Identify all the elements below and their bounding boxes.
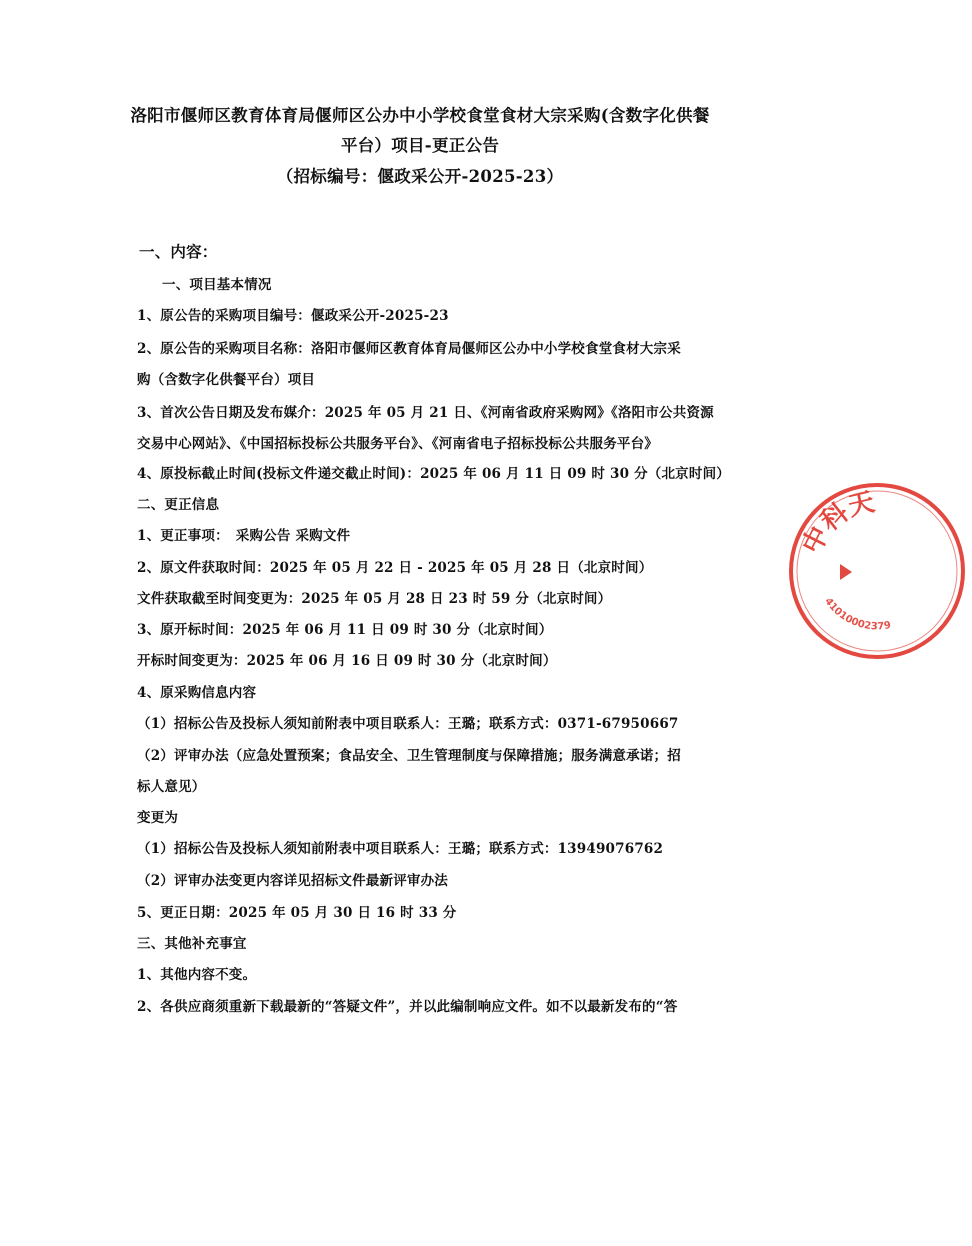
s3-item-1: 1、其他内容不变。 xyxy=(137,967,257,983)
section-3-heading: 三、其他补充事宜 xyxy=(137,936,247,952)
s2-item-4-point-2-line-a: （2）评审办法（应急处置预案；食品安全、卫生管理制度与保障措施；服务满意承诺；招 xyxy=(137,748,681,764)
tender-number: （招标编号：偃政采公开-2025-23） xyxy=(276,167,564,186)
s2-item-4: 4、原采购信息内容 xyxy=(137,685,257,701)
s1-item-4: 4、原投标截止时间(投标文件递交截止时间)：2025 年 06 月 11 日 09 时 30 分（北京时间） xyxy=(137,466,730,482)
s2-new-point-1: （1）招标公告及投标人须知前附表中项目联系人：王璐；联系方式：13949076762 xyxy=(137,841,664,857)
s2-item-4-point-2-line-b: 标人意见） xyxy=(137,779,206,795)
content-heading: 一、内容： xyxy=(139,242,218,261)
section-2-heading: 二、更正信息 xyxy=(137,497,220,513)
document-title-line-2: 平台）项目-更正公告 xyxy=(340,136,500,155)
s2-item-3: 3、原开标时间：2025 年 06 月 11 日 09 时 30 分（北京时间） xyxy=(137,622,553,638)
s1-item-3-line-b: 交易中心网站》、《中国招标投标公共服务平台》、《河南省电子招标投标公共服务平台》 xyxy=(137,436,658,452)
svg-text:41010002379: 41010002379 xyxy=(822,596,892,633)
s1-item-3-line-a: 3、首次公告日期及发布媒介：2025 年 05 月 21 日、《河南省政府采购网》《洛阳市公共资源 xyxy=(137,405,714,421)
s2-item-2: 2、原文件获取时间：2025 年 05 月 22 日 - 2025 年 05 月 28 日（北京时间） xyxy=(137,560,653,576)
s2-item-5: 5、更正日期：2025 年 05 月 30 日 16 时 33 分 xyxy=(137,905,457,921)
change-to-label: 变更为 xyxy=(137,810,179,826)
section-1-heading: 一、项目基本情况 xyxy=(162,277,272,293)
s2-item-3-change: 开标时间变更为：2025 年 06 月 16 日 09 时 30 分（北京时间） xyxy=(137,653,557,669)
s1-item-2-line-b: 购（含数字化供餐平台）项目 xyxy=(137,372,316,388)
s2-item-2-change: 文件获取截至时间变更为：2025 年 05 月 28 日 23 时 59 分（北京时间） xyxy=(137,591,612,607)
s1-item-1: 1、原公告的采购项目编号：偃政采公开-2025-23 xyxy=(137,308,449,324)
s3-item-2: 2、各供应商须重新下载最新的“答疑文件”，并以此编制响应文件。如不以最新发布的“答 xyxy=(137,999,678,1015)
s2-item-1: 1、更正事项： 采购公告 采购文件 xyxy=(137,528,351,544)
official-seal-stamp xyxy=(782,476,972,666)
svg-text:中科天: 中科天 xyxy=(797,487,878,559)
s2-new-point-2: （2）评审办法变更内容详见招标文件最新评审办法 xyxy=(137,873,448,889)
s1-item-2-line-a: 2、原公告的采购项目名称：洛阳市偃师区教育体育局偃师区公办中小学校食堂食材大宗采 xyxy=(137,341,681,357)
s2-item-4-point-1: （1）招标公告及投标人须知前附表中项目联系人：王璐；联系方式：0371-67950667 xyxy=(137,716,679,732)
document-title-line-1: 洛阳市偃师区教育体育局偃师区公办中小学校食堂食材大宗采购(含数字化供餐 xyxy=(130,106,710,125)
